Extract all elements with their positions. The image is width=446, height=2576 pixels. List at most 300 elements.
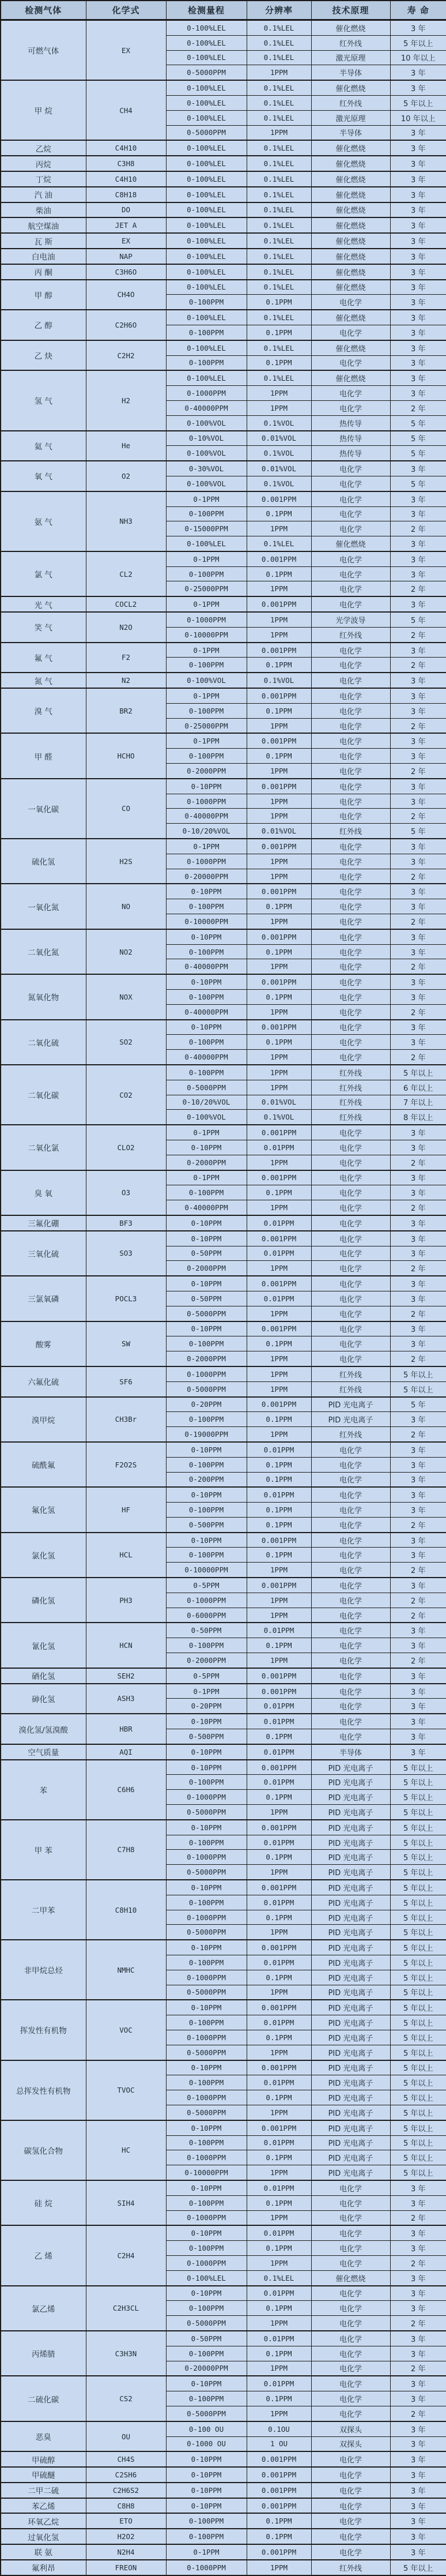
lifespan-cell: 5 年以上	[390, 2150, 446, 2165]
formula-cell: NH3	[86, 491, 166, 551]
principle-cell: 半导体	[311, 65, 390, 80]
resolution-cell: 1PPM	[247, 2316, 311, 2331]
gas-name-cell: 氯化氢	[1, 1533, 86, 1578]
table-row	[1, 2060, 446, 2075]
lifespan-cell: 3 年	[390, 1699, 446, 1714]
range-cell: 0-10PPM	[166, 1321, 247, 1336]
lifespan-cell: 3 年	[390, 1533, 446, 1548]
resolution-cell: 1PPM	[247, 2361, 311, 2376]
principle-cell: PID 光电离子	[311, 2150, 390, 2165]
principle-cell: 电化学	[311, 2513, 390, 2529]
range-cell: 0-100PPM	[166, 1336, 247, 1351]
gas-name-cell: 碳氢化合物	[1, 2120, 86, 2180]
table-row	[1, 140, 446, 156]
principle-cell: PID 光电离子	[311, 1865, 390, 1880]
lifespan-cell: 3 年	[390, 1291, 446, 1306]
range-cell: 0-100PPM	[166, 2346, 247, 2361]
resolution-cell: 0.001PPM	[247, 1820, 311, 1835]
principle-cell: 电化学	[311, 2210, 390, 2225]
range-cell: 0-10PPM	[166, 1231, 247, 1246]
lifespan-cell: 2 年	[390, 1608, 446, 1623]
formula-cell: CO	[86, 779, 166, 839]
range-cell: 0-100%LEL	[166, 35, 247, 50]
resolution-cell: 1PPM	[247, 959, 311, 974]
lifespan-cell: 2 年	[390, 658, 446, 673]
resolution-cell: 0.01PPM	[247, 2331, 311, 2346]
range-cell: 0-100PPM	[166, 2241, 247, 2256]
range-cell: 0-50PPM	[166, 1623, 247, 1638]
range-cell: 0-100%VOL	[166, 476, 247, 491]
range-cell: 0-10000PPM	[166, 914, 247, 929]
gas-name-cell: 臭 氧	[1, 1170, 86, 1215]
gas-name-cell: 柴油	[1, 202, 86, 218]
table-row	[1, 1231, 446, 1246]
gas-name-cell: 苯	[1, 1760, 86, 1820]
principle-cell: 催化燃烧	[311, 156, 390, 171]
lifespan-cell: 3 年	[390, 884, 446, 899]
lifespan-cell: 7 年以上	[390, 1095, 446, 1110]
principle-cell: 催化燃烧	[311, 20, 390, 36]
formula-cell: HCL	[86, 1533, 166, 1578]
table-row	[1, 779, 446, 794]
resolution-cell: 0.01PPM	[247, 1623, 311, 1638]
resolution-cell: 0.001PPM	[247, 1578, 311, 1593]
lifespan-cell: 3 年	[390, 2270, 446, 2285]
lifespan-cell: 2 年	[390, 718, 446, 733]
lifespan-cell: 3 年	[390, 2483, 446, 2498]
table-row	[1, 2331, 446, 2346]
lifespan-cell: 3 年	[390, 2331, 446, 2346]
resolution-cell: 0.1PPM	[247, 1503, 311, 1518]
resolution-cell: 0.1PPM	[247, 2529, 311, 2544]
lifespan-cell: 5 年以上	[390, 2105, 446, 2120]
resolution-cell: 1PPM	[247, 1805, 311, 1820]
formula-cell: F2O2S	[86, 1442, 166, 1487]
header-row	[1, 1, 446, 20]
lifespan-cell: 3 年	[390, 839, 446, 854]
gas-name-cell: 环氧乙烷	[1, 2513, 86, 2529]
principle-cell: 电化学	[311, 2286, 390, 2301]
range-cell: 0-10PPM	[166, 2376, 247, 2391]
resolution-cell: 0.1%LEL	[247, 171, 311, 187]
range-cell: 0-100PPM	[166, 1775, 247, 1790]
range-cell: 0-100PPM	[166, 2513, 247, 2529]
resolution-cell: 0.1PPM	[247, 1638, 311, 1653]
gas-name-cell: 甲 烷	[1, 80, 86, 140]
resolution-cell: 0.1PPM	[247, 1412, 311, 1427]
table-row	[1, 370, 446, 385]
gas-name-cell: 氟化氢	[1, 1487, 86, 1532]
table-row	[1, 974, 446, 989]
range-cell: 0-100%VOL	[166, 446, 247, 461]
formula-cell: CH4	[86, 80, 166, 140]
resolution-cell: 0.01PPM	[247, 1215, 311, 1231]
table-row	[1, 80, 446, 95]
principle-cell: 电化学	[311, 1140, 390, 1155]
formula-cell: C4H10	[86, 140, 166, 156]
resolution-cell: 0.1PPM	[247, 1910, 311, 1925]
lifespan-cell: 5 年	[390, 824, 446, 839]
resolution-cell: 1PPM	[247, 1004, 311, 1019]
lifespan-cell: 3 年	[390, 1125, 446, 1140]
table-row	[1, 461, 446, 476]
principle-cell: PID 光电离子	[311, 1925, 390, 1940]
principle-cell: 电化学	[311, 1004, 390, 1019]
resolution-cell: 0.1PPM	[247, 2513, 311, 2529]
principle-cell: 电化学	[311, 2241, 390, 2256]
formula-cell: N2O	[86, 612, 166, 643]
gas-name-cell: 乙 炔	[1, 340, 86, 371]
range-cell: 0-5000PPM	[166, 65, 247, 80]
resolution-cell: 0.01PPM	[247, 2376, 311, 2391]
principle-cell: 催化燃烧	[311, 280, 390, 295]
principle-cell: 红外线	[311, 627, 390, 642]
principle-cell: 电化学	[311, 1170, 390, 1185]
resolution-cell: 1PPM	[247, 65, 311, 80]
principle-cell: 电化学	[311, 2467, 390, 2483]
resolution-cell: 1PPM	[247, 1200, 311, 1215]
lifespan-cell: 2 年	[390, 914, 446, 929]
lifespan-cell: 2 年	[390, 521, 446, 536]
lifespan-cell: 3 年	[390, 1578, 446, 1593]
principle-cell: 电化学	[311, 2195, 390, 2210]
gas-name-cell: 甲 醇	[1, 280, 86, 310]
resolution-cell: 0.1PPM	[247, 1548, 311, 1563]
range-cell: 0-1000PPM	[166, 2255, 247, 2270]
resolution-cell: 1PPM	[247, 1351, 311, 1366]
resolution-cell: 0.01PPM	[247, 1955, 311, 1970]
principle-cell: 电化学	[311, 749, 390, 764]
lifespan-cell: 3 年	[390, 310, 446, 325]
resolution-cell: 1PPM	[247, 914, 311, 929]
formula-cell: CLO2	[86, 1125, 166, 1170]
lifespan-cell: 3 年	[390, 2467, 446, 2483]
gas-name-cell: 三氯氧磷	[1, 1276, 86, 1321]
gas-name-cell: 总挥发性有机物	[1, 2060, 86, 2120]
formula-cell: C3H6O	[86, 264, 166, 280]
lifespan-cell: 5 年	[390, 612, 446, 627]
principle-cell: PID 光电离子	[311, 1850, 390, 1865]
resolution-cell: 0.001PPM	[247, 1276, 311, 1291]
gas-name-cell: 溴化氢/氢溴酸	[1, 1714, 86, 1744]
principle-cell: PID 光电离子	[311, 1835, 390, 1850]
resolution-cell: 0.1PPM	[247, 295, 311, 310]
range-cell: 0-20PPM	[166, 1397, 247, 1412]
lifespan-cell: 5 年以上	[390, 1880, 446, 1895]
formula-cell: C6H6	[86, 1760, 166, 1820]
gas-name-cell: 乙 醇	[1, 310, 86, 340]
formula-cell: HF	[86, 1487, 166, 1532]
principle-cell: 电化学	[311, 869, 390, 884]
resolution-cell: 0.1PPM	[247, 325, 311, 340]
resolution-cell: 0.01%VOL	[247, 431, 311, 446]
lifespan-cell: 5 年以上	[390, 95, 446, 110]
range-cell: 0-50PPM	[166, 1291, 247, 1306]
principle-cell: 催化燃烧	[311, 264, 390, 280]
formula-cell: ETO	[86, 2513, 166, 2529]
lifespan-cell: 2 年	[390, 1517, 446, 1532]
principle-cell: 电化学	[311, 779, 390, 794]
range-cell: 0-10PPM	[166, 1442, 247, 1457]
gas-name-cell: 氟利昂	[1, 2560, 86, 2575]
resolution-cell: 0.1%LEL	[247, 110, 311, 125]
range-cell: 0-100PPM	[166, 1185, 247, 1200]
range-cell: 0-1000PPM	[166, 1790, 247, 1805]
lifespan-cell: 3 年	[390, 779, 446, 794]
table-row	[1, 929, 446, 944]
principle-cell: PID 光电离子	[311, 2120, 390, 2135]
formula-cell: JET A	[86, 217, 166, 233]
formula-cell: C2H2	[86, 340, 166, 371]
resolution-cell: 0.1%LEL	[247, 310, 311, 325]
lifespan-cell: 3 年	[390, 643, 446, 658]
gas-name-cell: 二硫化碳	[1, 2376, 86, 2421]
range-cell: 0-1000PPM	[166, 2030, 247, 2045]
lifespan-cell: 3 年	[390, 506, 446, 521]
resolution-cell: 0.1%LEL	[247, 35, 311, 50]
range-cell: 0-100%LEL	[166, 2270, 247, 2285]
lifespan-cell: 3 年	[390, 1170, 446, 1185]
principle-cell: 电化学	[311, 581, 390, 596]
lifespan-cell: 3 年	[390, 370, 446, 385]
range-cell: 0-10PPM	[166, 1880, 247, 1895]
formula-cell: SIH4	[86, 2180, 166, 2225]
resolution-cell: 0.1%VOL	[247, 1110, 311, 1125]
resolution-cell: 0.01PPM	[247, 2075, 311, 2090]
resolution-cell: 0.001PPM	[247, 551, 311, 566]
gas-name-cell: 空气质量	[1, 1744, 86, 1760]
lifespan-cell: 3 年	[390, 202, 446, 218]
principle-cell: 电化学	[311, 1533, 390, 1548]
range-cell: 0-1000PPM	[166, 1366, 247, 1381]
range-cell: 0-5000PPM	[166, 2316, 247, 2331]
lifespan-cell: 3 年	[390, 2180, 446, 2195]
lifespan-cell: 3 年	[390, 1487, 446, 1502]
resolution-cell: 0.1%LEL	[247, 370, 311, 385]
lifespan-cell: 3 年	[390, 491, 446, 506]
principle-cell: 电化学	[311, 809, 390, 824]
formula-cell: N2H4	[86, 2544, 166, 2560]
principle-cell: PID 光电离子	[311, 1955, 390, 1970]
principle-cell: 红外线	[311, 95, 390, 110]
lifespan-cell: 3 年	[390, 187, 446, 202]
gas-name-cell: 硅 烷	[1, 2180, 86, 2225]
principle-cell: 电化学	[311, 1291, 390, 1306]
resolution-cell: 0.001PPM	[247, 1020, 311, 1035]
formula-cell: C8H8	[86, 2498, 166, 2514]
lifespan-cell: 3 年	[390, 1321, 446, 1336]
resolution-cell: 0.01PPM	[247, 1895, 311, 1910]
resolution-cell: 0.1PPM	[247, 1185, 311, 1200]
range-cell: 0-100PPM	[166, 658, 247, 673]
resolution-cell: 0.01PPM	[247, 2180, 311, 2195]
header-principle: 技术原理	[311, 1, 390, 20]
table-row	[1, 1215, 446, 1231]
gas-name-cell: 甲硫醚	[1, 2467, 86, 2483]
principle-cell: 电化学	[311, 673, 390, 688]
table-row	[1, 310, 446, 325]
lifespan-cell: 5 年以上	[390, 1381, 446, 1396]
principle-cell: 电化学	[311, 596, 390, 612]
resolution-cell: 1PPM	[247, 1593, 311, 1608]
formula-cell: C3H3N	[86, 2331, 166, 2376]
resolution-cell: 1PPM	[247, 1065, 311, 1080]
table-row	[1, 1760, 446, 1775]
formula-cell: EX	[86, 20, 166, 81]
principle-cell: 电化学	[311, 461, 390, 476]
principle-cell: 电化学	[311, 718, 390, 733]
gas-name-cell: 一氧化碳	[1, 779, 86, 839]
lifespan-cell: 5 年以上	[390, 2030, 446, 2045]
range-cell: 0-20PPM	[166, 1699, 247, 1714]
gas-name-cell: 氧 气	[1, 461, 86, 491]
range-cell: 0-100%VOL	[166, 415, 247, 430]
table-row	[1, 249, 446, 264]
principle-cell: 光学波导	[311, 612, 390, 627]
range-cell: 0-100PPM	[166, 703, 247, 718]
lifespan-cell: 3 年	[390, 325, 446, 340]
gas-name-cell: 三氟化硼	[1, 1215, 86, 1231]
range-cell: 0-25000PPM	[166, 581, 247, 596]
lifespan-cell: 3 年	[390, 355, 446, 370]
range-cell: 0-10PPM	[166, 779, 247, 794]
table-row	[1, 673, 446, 688]
principle-cell: 红外线	[311, 1381, 390, 1396]
range-cell: 0-100%LEL	[166, 110, 247, 125]
formula-cell: He	[86, 431, 166, 461]
range-cell: 0-50PPM	[166, 1246, 247, 1261]
range-cell: 0-100PPM	[166, 1503, 247, 1518]
range-cell: 0-100PPM	[166, 899, 247, 914]
lifespan-cell: 3 年	[390, 566, 446, 581]
header-range: 检测量程	[166, 1, 247, 20]
range-cell: 0-1PPM	[166, 2544, 247, 2560]
table-row	[1, 1442, 446, 1457]
formula-cell: NOX	[86, 974, 166, 1019]
principle-cell: 红外线	[311, 1427, 390, 1442]
principle-cell: 电化学	[311, 1035, 390, 1050]
gas-name-cell: 汽 油	[1, 187, 86, 202]
range-cell: 0-5000PPM	[166, 125, 247, 140]
lifespan-cell: 2 年	[390, 869, 446, 884]
lifespan-cell: 3 年	[390, 899, 446, 914]
resolution-cell: 1PPM	[247, 1985, 311, 2000]
lifespan-cell: 3 年	[390, 1185, 446, 1200]
range-cell: 0-10PPM	[166, 1533, 247, 1548]
resolution-cell: 0.1PPM	[247, 703, 311, 718]
resolution-cell: 1PPM	[247, 1381, 311, 1396]
resolution-cell: 0.001PPM	[247, 2120, 311, 2135]
lifespan-cell: 3 年	[390, 2376, 446, 2391]
principle-cell: 电化学	[311, 2180, 390, 2195]
resolution-cell: 0.1PPM	[247, 1729, 311, 1744]
lifespan-cell: 5 年以上	[390, 1065, 446, 1080]
principle-cell: 电化学	[311, 1306, 390, 1321]
resolution-cell: 0.1PPM	[247, 990, 311, 1005]
range-cell: 0-1000PPM	[166, 612, 247, 627]
range-cell: 0-100PPM	[166, 1457, 247, 1472]
resolution-cell: 0.01PPM	[247, 1775, 311, 1790]
range-cell: 0-1000PPM	[166, 854, 247, 869]
principle-cell: 电化学	[311, 1729, 390, 1744]
lifespan-cell: 2 年	[390, 627, 446, 642]
principle-cell: PID 光电离子	[311, 1910, 390, 1925]
resolution-cell: 0.001PPM	[247, 2060, 311, 2075]
range-cell: 0-100%LEL	[166, 171, 247, 187]
resolution-cell: 0.1%VOL	[247, 446, 311, 461]
gas-name-cell: 氰化氢	[1, 1623, 86, 1668]
lifespan-cell: 5 年以上	[390, 2000, 446, 2015]
lifespan-cell: 2 年	[390, 2361, 446, 2376]
principle-cell: 电化学	[311, 1276, 390, 1291]
resolution-cell: 0.01PPM	[247, 1291, 311, 1306]
principle-cell: 电化学	[311, 1608, 390, 1623]
principle-cell: 电化学	[311, 325, 390, 340]
principle-cell: 电化学	[311, 794, 390, 809]
gas-name-cell: 二氧化硫	[1, 1020, 86, 1065]
resolution-cell: 1PPM	[247, 1925, 311, 1940]
resolution-cell: 0.1PPM	[247, 2030, 311, 2045]
gas-name-cell: 硫酰氟	[1, 1442, 86, 1487]
table-row	[1, 156, 446, 171]
lifespan-cell: 3 年	[390, 990, 446, 1005]
lifespan-cell: 3 年	[390, 1457, 446, 1472]
lifespan-cell: 10 年以上	[390, 50, 446, 65]
principle-cell: 电化学	[311, 764, 390, 779]
formula-cell: C2SH6	[86, 2467, 166, 2483]
principle-cell: 电化学	[311, 1487, 390, 1502]
range-cell: 0-100%LEL	[166, 217, 247, 233]
gas-name-cell: 氨 气	[1, 491, 86, 551]
range-cell: 0-10PPM	[166, 1744, 247, 1760]
gas-name-cell: 磷化氢	[1, 1578, 86, 1623]
resolution-cell: 1PPM	[247, 794, 311, 809]
principle-cell: 电化学	[311, 1050, 390, 1065]
principle-cell: 电化学	[311, 1714, 390, 1729]
range-cell: 0-10PPM	[166, 1714, 247, 1729]
range-cell: 0-1000PPM	[166, 2090, 247, 2105]
gas-name-cell: 可燃气体	[1, 20, 86, 81]
range-cell: 0-100PPM	[166, 325, 247, 340]
lifespan-cell: 5 年以上	[390, 2060, 446, 2075]
table-row	[1, 1820, 446, 1835]
formula-cell: TVOC	[86, 2060, 166, 2120]
range-cell: 0-2000PPM	[166, 1155, 247, 1170]
range-cell: 0-5000PPM	[166, 1306, 247, 1321]
gas-name-cell: 恶臭	[1, 2421, 86, 2452]
resolution-cell: 0.001PPM	[247, 929, 311, 944]
lifespan-cell: 5 年以上	[390, 2120, 446, 2135]
principle-cell: 电化学	[311, 355, 390, 370]
range-cell: 0-100%LEL	[166, 80, 247, 95]
table-row	[1, 1668, 446, 1684]
lifespan-cell: 3 年	[390, 1140, 446, 1155]
lifespan-cell: 5 年	[390, 431, 446, 446]
formula-cell: C8H10	[86, 1880, 166, 1940]
lifespan-cell: 5 年	[390, 1397, 446, 1412]
range-cell: 0-10PPM	[166, 1215, 247, 1231]
range-cell: 0-100PPM	[166, 944, 247, 959]
resolution-cell: 0.001PPM	[247, 1760, 311, 1775]
range-cell: 0-10PPM	[166, 1487, 247, 1502]
resolution-cell: 0.1PPM	[247, 1970, 311, 1985]
resolution-cell: 1 OU	[247, 2436, 311, 2451]
range-cell: 0-100PPM	[166, 1035, 247, 1050]
resolution-cell: 0.1%LEL	[247, 187, 311, 202]
lifespan-cell: 3 年	[390, 156, 446, 171]
range-cell: 0-1PPM	[166, 596, 247, 612]
principle-cell: 电化学	[311, 551, 390, 566]
